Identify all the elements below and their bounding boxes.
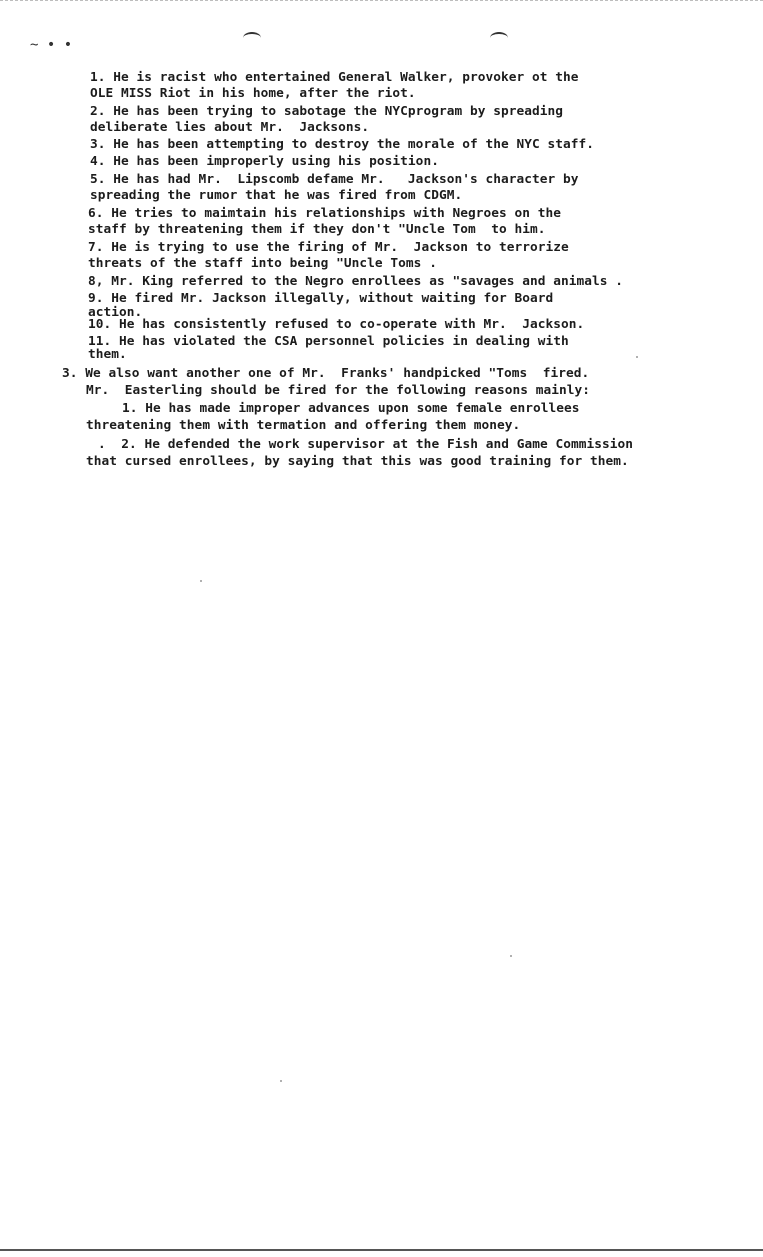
hole-punch-mark-left [243,32,261,44]
bottom-page-edge [0,1249,763,1251]
item-6-line-1: 6. He tries to maimtain his relationships with Negroes on the [88,206,562,221]
item-6-line-2: staff by threatening them if they don't "Uncle Tom to him. [88,222,546,237]
item-3-line-1: 3. He has been attempting to destroy the morale of the NYC staff. [90,137,595,152]
paper-speck [510,955,512,957]
item-2-line-1: 2. He has been trying to sabotage the NYCprogram by spreading [90,104,564,119]
paper-speck [636,356,638,358]
top-dashed-border [0,0,763,1]
section-3-reason-2-line-1: . 2. He defended the work supervisor at the Fish and Game Commission [98,437,634,452]
hole-punch-mark-right [490,32,508,44]
item-9-line-2: action. [88,305,143,320]
item-7-line-2: threats of the staff into being "Uncle Toms . [88,256,437,271]
paper-speck [200,580,202,582]
item-10-line-1: 10. He has consistently refused to co-operate with Mr. Jackson. [88,317,585,332]
item-1-line-2: OLE MISS Riot in his home, after the riot. [90,86,416,101]
item-9-line-1: 9. He fired Mr. Jackson illegally, without waiting for Board [88,291,554,306]
section-3-reason-1-line-1: 1. He has made improper advances upon some female enrollees [122,401,580,416]
item-11-line-2: them. [88,347,127,362]
item-1-line-1: 1. He is racist who entertained General Walker, provoker ot the [90,70,579,85]
corner-scribble-mark: ~ • • [30,37,73,53]
item-2-line-2: deliberate lies about Mr. Jacksons. [90,120,370,135]
item-4-line-1: 4. He has been improperly using his position. [90,154,439,169]
item-5-line-1: 5. He has had Mr. Lipscomb defame Mr. Jackson's character by [90,172,579,187]
item-5-line-2: spreading the rumor that he was fired from CDGM. [90,188,463,203]
section-3-line-2: Mr. Easterling should be fired for the following reasons mainly: [86,383,591,398]
section-3-reason-2-line-2: that cursed enrollees, by saying that this was good training for them. [86,454,629,469]
paper-speck [280,1080,282,1082]
item-8-line-1: 8, Mr. King referred to the Negro enrollees as "savages and animals . [88,274,624,289]
section-3-line-1: 3. We also want another one of Mr. Franks' handpicked "Toms fired. [62,366,590,381]
section-3-reason-1-line-2: threatening them with termation and offering them money. [86,418,521,433]
item-11-line-1: 11. He has violated the CSA personnel policies in dealing with [88,334,569,349]
item-7-line-1: 7. He is trying to use the firing of Mr. Jackson to terrorize [88,240,569,255]
